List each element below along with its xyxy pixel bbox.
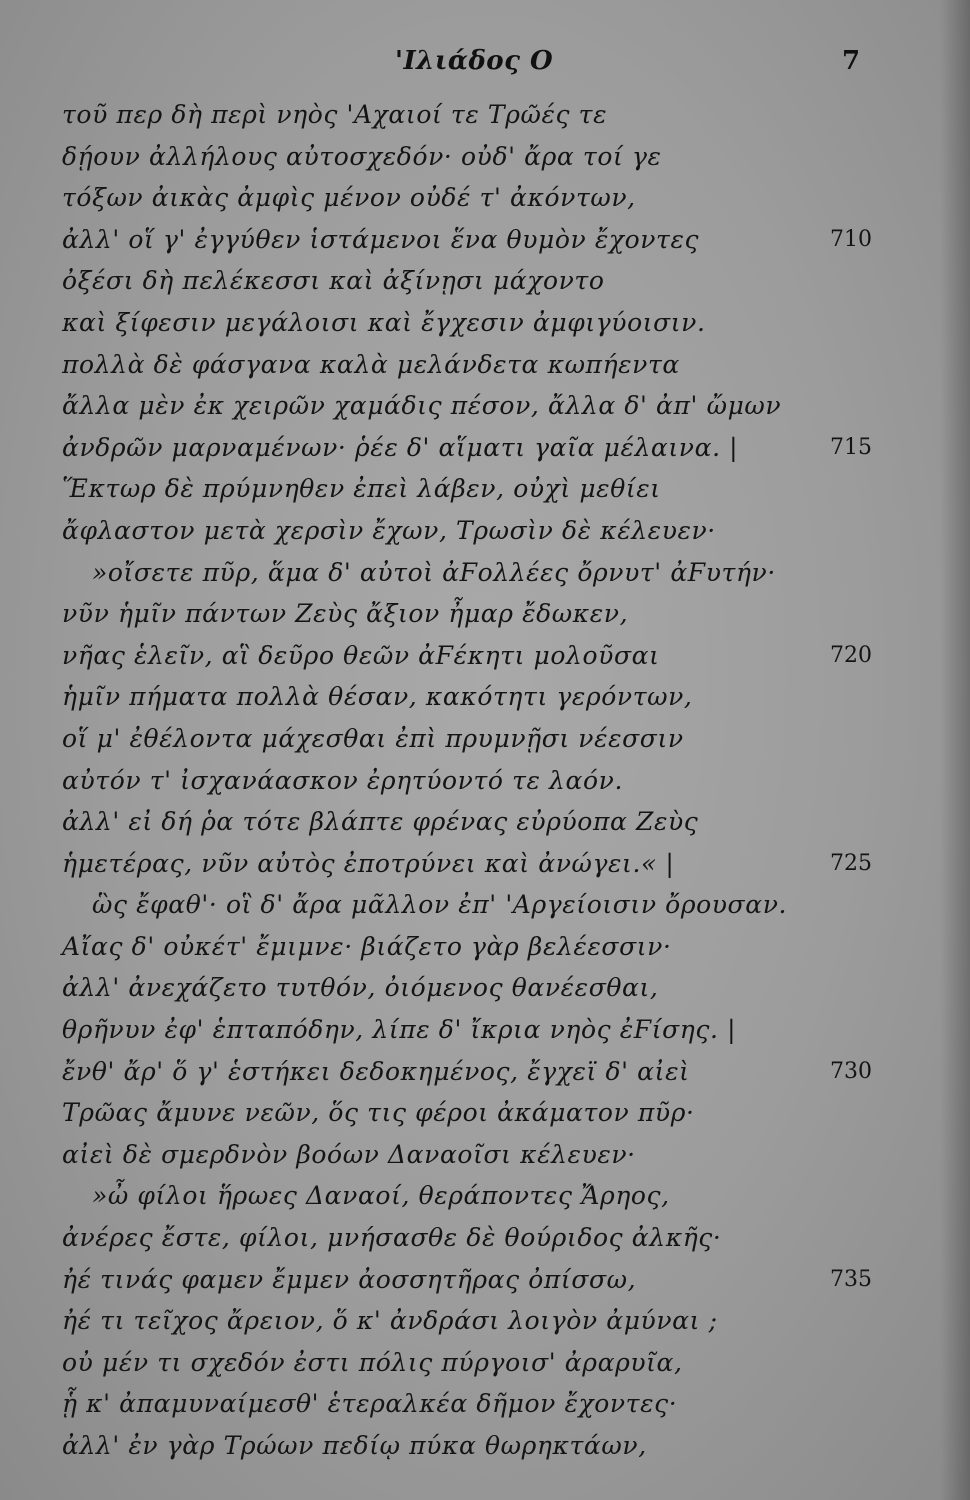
verse-line <box>0 722 970 764</box>
verse-line <box>0 1138 970 1180</box>
verse-text: ᾗ κ' ἀπαμυναίμεσθ' ἑτεραλκέα δῆμον ἔχοντες· <box>62 1389 678 1419</box>
verse-text: ἠέ τινάς φαμεν ἔμμεν ἀοσσητῆρας ὀπίσσω, <box>62 1264 637 1294</box>
verse-line <box>0 680 970 722</box>
verse-line <box>0 1304 970 1346</box>
verse-line <box>0 1346 970 1388</box>
verse-text: πολλὰ δὲ φάσγανα καλὰ μελάνδετα κωπήεντα <box>62 349 680 379</box>
line-number: 730 <box>830 1058 872 1084</box>
verse-text: οἵ μ' ἐθέλοντα μάχεσθαι ἐπὶ πρυμνῇσι νέεσσιν <box>62 723 684 753</box>
verse-text: ἀνέρες ἔστε, φίλοι, μνήσασθε δὲ θούριδος ἀλκῆς· <box>62 1223 722 1253</box>
verse-line <box>0 930 970 972</box>
verse-text: ἀλλ' ἀνεχάζετο τυτθόν, ὀιόμενος θανέεσθαι, <box>62 973 659 1003</box>
verse-line <box>0 223 970 265</box>
page-header <box>0 46 970 86</box>
verse-text: »ὦ φίλοι ἥρωες Δαναοί, θεράποντες Ἄρηος, <box>92 1181 670 1211</box>
verse-text: Ἕκτωρ δὲ πρύμνηθεν ἐπεὶ λάβεν, οὐχὶ μεθίει <box>62 474 661 504</box>
verse-text: ὀξέσι δὴ πελέκεσσι καὶ ἀξίνῃσι μάχοντο <box>62 266 605 296</box>
verse-text: ἄλλα μὲν ἐκ χειρῶν χαμάδις πέσον, ἄλλα δ' ἀπ' ὤμων <box>62 391 782 421</box>
verse-text: ἡμετέρας, νῦν αὐτὸς ἐποτρύνει καὶ ἀνώγει.« | <box>62 848 675 878</box>
verse-text: ἀλλ' εἰ δή ῥα τότε βλάπτε φρένας εὐρύοπα Ζεὺς <box>62 807 699 837</box>
verse-line <box>0 1429 970 1471</box>
verse-text: ἡμῖν πήματα πολλὰ θέσαν, κακότητι γερόντων, <box>62 682 693 712</box>
verse-text: ἀνδρῶν μαρναμένων· ῥέε δ' αἵματι γαῖα μέλαινα. | <box>62 432 739 462</box>
verse-line <box>0 1013 970 1055</box>
verse-line <box>0 264 970 306</box>
verse-line <box>0 597 970 639</box>
verse-line <box>0 389 970 431</box>
verse-line <box>0 847 970 889</box>
verse-line <box>0 556 970 598</box>
verse-line <box>0 1096 970 1138</box>
verse-text: οὐ μέν τι σχεδόν ἐστι πόλις πύργοισ' ἀραρυῖα, <box>62 1347 683 1377</box>
line-number: 735 <box>830 1266 872 1292</box>
line-number: 710 <box>830 226 872 252</box>
verse-text: αἰεὶ δὲ σμερδνὸν βοόων Δαναοῖσι κέλευεν· <box>62 1139 636 1169</box>
verse-text: τόξων ἀικὰς ἀμφὶς μένον οὐδέ τ' ἀκόντων, <box>62 183 636 213</box>
verse-line <box>0 1221 970 1263</box>
verse-text: ἀλλ' οἵ γ' ἐγγύθεν ἱστάμενοι ἕνα θυμὸν ἔχοντες <box>62 224 700 254</box>
verse-text: »οἴσετε πῦρ, ἅμα δ' αὐτοὶ ἀϜολλέες ὄρνυτ' ἀϜυτήν· <box>92 557 776 587</box>
page-number: 7 <box>842 46 861 76</box>
verse-line <box>0 514 970 556</box>
verse-line <box>0 98 970 140</box>
verse-text: ὣς ἔφαθ'· οἳ δ' ἄρα μᾶλλον ἐπ' 'Αργείοισιν ὄρουσαν. <box>92 890 788 920</box>
running-title: 'Ιλιάδος Ο <box>395 46 554 76</box>
verse-line <box>0 639 970 681</box>
verse-text: τοῦ περ δὴ περὶ νηὸς 'Αχαιοί τε Τρῶές τε <box>62 100 608 129</box>
verse-line <box>0 971 970 1013</box>
verse-block <box>0 98 970 1471</box>
line-number: 725 <box>830 850 872 876</box>
verse-line <box>0 472 970 514</box>
verse-line <box>0 140 970 182</box>
verse-line <box>0 348 970 390</box>
verse-line <box>0 1263 970 1305</box>
line-number: 715 <box>830 434 872 460</box>
verse-text: δῄουν ἀλλήλους αὐτοσχεδόν· οὐδ' ἄρα τοί γε <box>62 141 662 171</box>
verse-text: ἀλλ' ἐν γὰρ Τρώων πεδίῳ πύκα θωρηκτάων, <box>62 1431 647 1460</box>
verse-line <box>0 1179 970 1221</box>
line-number: 720 <box>830 642 872 668</box>
verse-line <box>0 306 970 348</box>
verse-line <box>0 764 970 806</box>
verse-text: θρῆνυν ἐφ' ἑπταπόδην, λίπε δ' ἴκρια νηὸς ἐϜίσης. | <box>62 1015 737 1045</box>
verse-line <box>0 1055 970 1097</box>
verse-line <box>0 431 970 473</box>
verse-line <box>0 1387 970 1429</box>
verse-line <box>0 888 970 930</box>
verse-text: ἠέ τι τεῖχος ἄρειον, ὅ κ' ἀνδράσι λοιγὸν ἀμύναι ; <box>62 1306 718 1336</box>
verse-text: νῦν ἡμῖν πάντων Ζεὺς ἄξιον ἦμαρ ἔδωκεν, <box>62 599 629 629</box>
verse-text: Αἴας δ' οὐκέτ' ἔμιμνε· βιάζετο γὰρ βελέεσσιν· <box>62 931 672 961</box>
verse-text: νῆας ἑλεῖν, αἳ δεῦρο θεῶν ἀϜέκητι μολοῦσαι <box>62 640 660 670</box>
verse-text: Τρῶας ἄμυνε νεῶν, ὅς τις φέροι ἀκάματον πῦρ· <box>62 1098 695 1128</box>
verse-line <box>0 805 970 847</box>
verse-text: αὐτόν τ' ἰσχανάασκον ἐρητύοντό τε λαόν. <box>62 765 623 795</box>
verse-line <box>0 181 970 223</box>
verse-text: καὶ ξίφεσιν μεγάλοισι καὶ ἔγχεσιν ἀμφιγύοισιν. <box>62 307 706 337</box>
verse-text: ἄφλαστον μετὰ χερσὶν ἔχων, Τρωσὶν δὲ κέλευεν· <box>62 515 716 545</box>
verse-text: ἔνθ' ἄρ' ὅ γ' ἑστήκει δεδοκημένος, ἔγχεϊ δ' αἰεὶ <box>62 1056 690 1086</box>
